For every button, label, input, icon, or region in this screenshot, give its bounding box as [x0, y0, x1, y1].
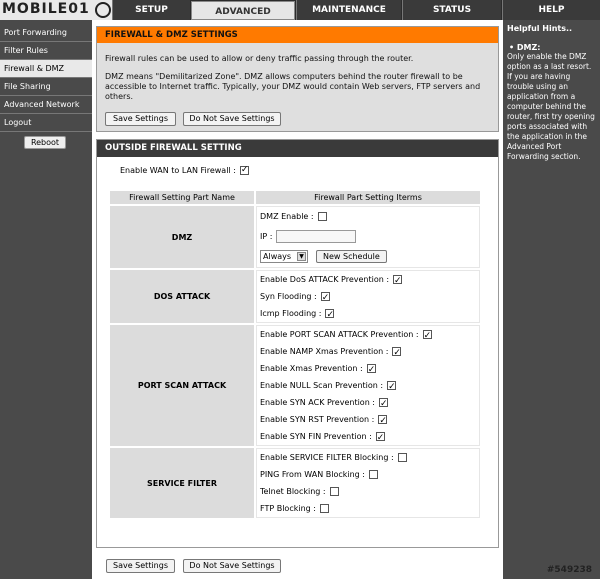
new-schedule-button[interactable]: New Schedule: [316, 250, 387, 263]
table-row-port-scan: [110, 325, 480, 446]
ping-wan-blocking-label: PING From WAN Blocking :: [260, 470, 365, 479]
top-nav-bar: [0, 0, 600, 20]
save-settings-button-bottom[interactable]: Save Settings: [106, 559, 175, 573]
ftp-blocking-checkbox[interactable]: [320, 504, 329, 513]
tab-advanced[interactable]: ADVANCED: [191, 1, 295, 20]
left-sidebar: [0, 20, 92, 579]
syn-fin-checkbox[interactable]: [376, 432, 385, 441]
table-header-row: [110, 191, 480, 204]
dmz-enable-label: DMZ Enable :: [260, 212, 314, 221]
reboot-button[interactable]: Reboot: [24, 136, 66, 149]
dmz-schedule-row: [260, 247, 476, 267]
service-filter-blocking-label: Enable SERVICE FILTER Blocking :: [260, 453, 394, 462]
logo-text: MOBILE01: [2, 1, 90, 17]
tab-maintenance[interactable]: MAINTENANCE: [296, 0, 401, 20]
namp-xmas-checkbox[interactable]: [392, 347, 401, 356]
tab-help[interactable]: HELP: [502, 0, 600, 20]
port-scan-prevention-checkbox[interactable]: [423, 330, 432, 339]
hints-title: Helpful Hints..: [507, 24, 573, 33]
service-filter-option-row: [260, 500, 476, 517]
syn-fin-label: Enable SYN FIN Prevention :: [260, 432, 372, 441]
schedule-select[interactable]: [260, 250, 308, 263]
ping-wan-blocking-checkbox[interactable]: [369, 470, 378, 479]
hints-heading: • DMZ:: [509, 43, 541, 52]
namp-xmas-label: Enable NAMP Xmas Prevention :: [260, 347, 389, 356]
sidebar-item-file-sharing[interactable]: File Sharing: [0, 78, 92, 96]
syn-flooding-checkbox[interactable]: [321, 292, 330, 301]
table-row-dos-attack: [110, 270, 480, 323]
xmas-label: Enable Xmas Prevention :: [260, 364, 363, 373]
dmz-options: [256, 206, 480, 268]
outside-firewall-title: OUTSIDE FIREWALL SETTING: [97, 140, 498, 157]
table-row-service-filter: [110, 448, 480, 518]
dos-option-row: [260, 305, 476, 322]
port-scan-option-row: [260, 428, 476, 445]
dos-prevention-checkbox[interactable]: [393, 275, 402, 284]
service-filter-option-row: [260, 466, 476, 483]
logo-circle-icon: [95, 2, 111, 18]
dmz-enable-checkbox[interactable]: [318, 212, 327, 221]
dos-prevention-label: Enable DoS ATTACK Prevention :: [260, 275, 390, 284]
port-scan-option-row: [260, 394, 476, 411]
helpful-hints-panel: [503, 20, 600, 579]
sidebar-item-logout[interactable]: Logout: [0, 114, 92, 132]
do-not-save-button-top[interactable]: Do Not Save Settings: [183, 112, 281, 126]
xmas-checkbox[interactable]: [367, 364, 376, 373]
port-scan-option-row: [260, 377, 476, 394]
firewall-description: Firewall rules can be used to allow or deny traffic passing through the router.: [105, 54, 414, 63]
port-scan-option-row: [260, 343, 476, 360]
ftp-blocking-label: FTP Blocking :: [260, 504, 316, 513]
outside-firewall-section: [96, 139, 499, 548]
group-label-service-filter: SERVICE FILTER: [110, 448, 254, 518]
dmz-ip-row: [260, 226, 476, 247]
service-filter-options: [256, 448, 480, 518]
firewall-settings-table: [108, 189, 482, 520]
syn-flooding-label: Syn Flooding :: [260, 292, 317, 301]
dmz-ip-label: IP :: [260, 232, 273, 241]
icmp-flooding-checkbox[interactable]: [325, 309, 334, 318]
null-scan-label: Enable NULL Scan Prevention :: [260, 381, 384, 390]
save-settings-button-top[interactable]: Save Settings: [105, 112, 176, 126]
dmz-ip-input[interactable]: [276, 230, 356, 243]
null-scan-checkbox[interactable]: [387, 381, 396, 390]
sidebar-item-filter-rules[interactable]: Filter Rules: [0, 42, 92, 60]
syn-rst-checkbox[interactable]: [378, 415, 387, 424]
chevron-down-icon: ▼: [297, 252, 306, 261]
schedule-select-value: Always: [263, 252, 292, 261]
firewall-dmz-section: [96, 26, 499, 132]
port-scan-options: [256, 325, 480, 446]
hints-body: Only enable the DMZ option as a last resort. If you are having trouble using an application from a computer behind the router, first try opening ports associated with the application in the Advanced Port Forwarding section.: [507, 52, 595, 161]
dos-options: [256, 270, 480, 323]
syn-ack-checkbox[interactable]: [379, 398, 388, 407]
dos-option-row: [260, 288, 476, 305]
syn-ack-label: Enable SYN ACK Prevention :: [260, 398, 375, 407]
icmp-flooding-label: Icmp Flooding :: [260, 309, 322, 318]
dmz-enable-row: [260, 207, 476, 226]
group-label-dmz: DMZ: [110, 206, 254, 268]
group-label-port-scan: PORT SCAN ATTACK: [110, 325, 254, 446]
table-row-dmz: [110, 206, 480, 268]
telnet-blocking-label: Telnet Blocking :: [260, 487, 326, 496]
port-scan-option-row: [260, 326, 476, 343]
enable-wan-lan-label: Enable WAN to LAN Firewall :: [120, 166, 236, 175]
do-not-save-button-bottom[interactable]: Do Not Save Settings: [183, 559, 281, 573]
watermark: #549238: [546, 565, 592, 575]
col-header-part-name: Firewall Setting Part Name: [110, 191, 254, 204]
enable-wan-lan-row: [120, 165, 249, 177]
port-scan-option-row: [260, 360, 476, 377]
sidebar-item-port-forwarding[interactable]: Port Forwarding: [0, 24, 92, 42]
enable-wan-lan-checkbox[interactable]: [240, 166, 249, 175]
service-filter-option-row: [260, 483, 476, 500]
syn-rst-label: Enable SYN RST Prevention :: [260, 415, 375, 424]
telnet-blocking-checkbox[interactable]: [330, 487, 339, 496]
col-header-part-items: Firewall Part Setting Iterms: [256, 191, 480, 204]
site-logo: [0, 0, 112, 20]
dos-option-row: [260, 271, 476, 288]
port-scan-prevention-label: Enable PORT SCAN ATTACK Prevention :: [260, 330, 419, 339]
dmz-description: DMZ means "Demilitarized Zone". DMZ allows computers behind the router firewall to be accessible to Internet traffic. Typically, your DMZ would contain Web servers, FTP servers and others.: [105, 72, 481, 101]
service-filter-blocking-checkbox[interactable]: [398, 453, 407, 462]
sidebar-item-firewall-dmz[interactable]: Firewall & DMZ: [0, 60, 92, 78]
service-filter-option-row: [260, 449, 476, 466]
tab-setup[interactable]: SETUP: [112, 0, 190, 20]
sidebar-item-advanced-network[interactable]: Advanced Network: [0, 96, 92, 114]
port-scan-option-row: [260, 411, 476, 428]
firewall-dmz-title: FIREWALL & DMZ SETTINGS: [97, 27, 498, 43]
group-label-dos-attack: DOS ATTACK: [110, 270, 254, 323]
tab-status[interactable]: STATUS: [402, 0, 501, 20]
